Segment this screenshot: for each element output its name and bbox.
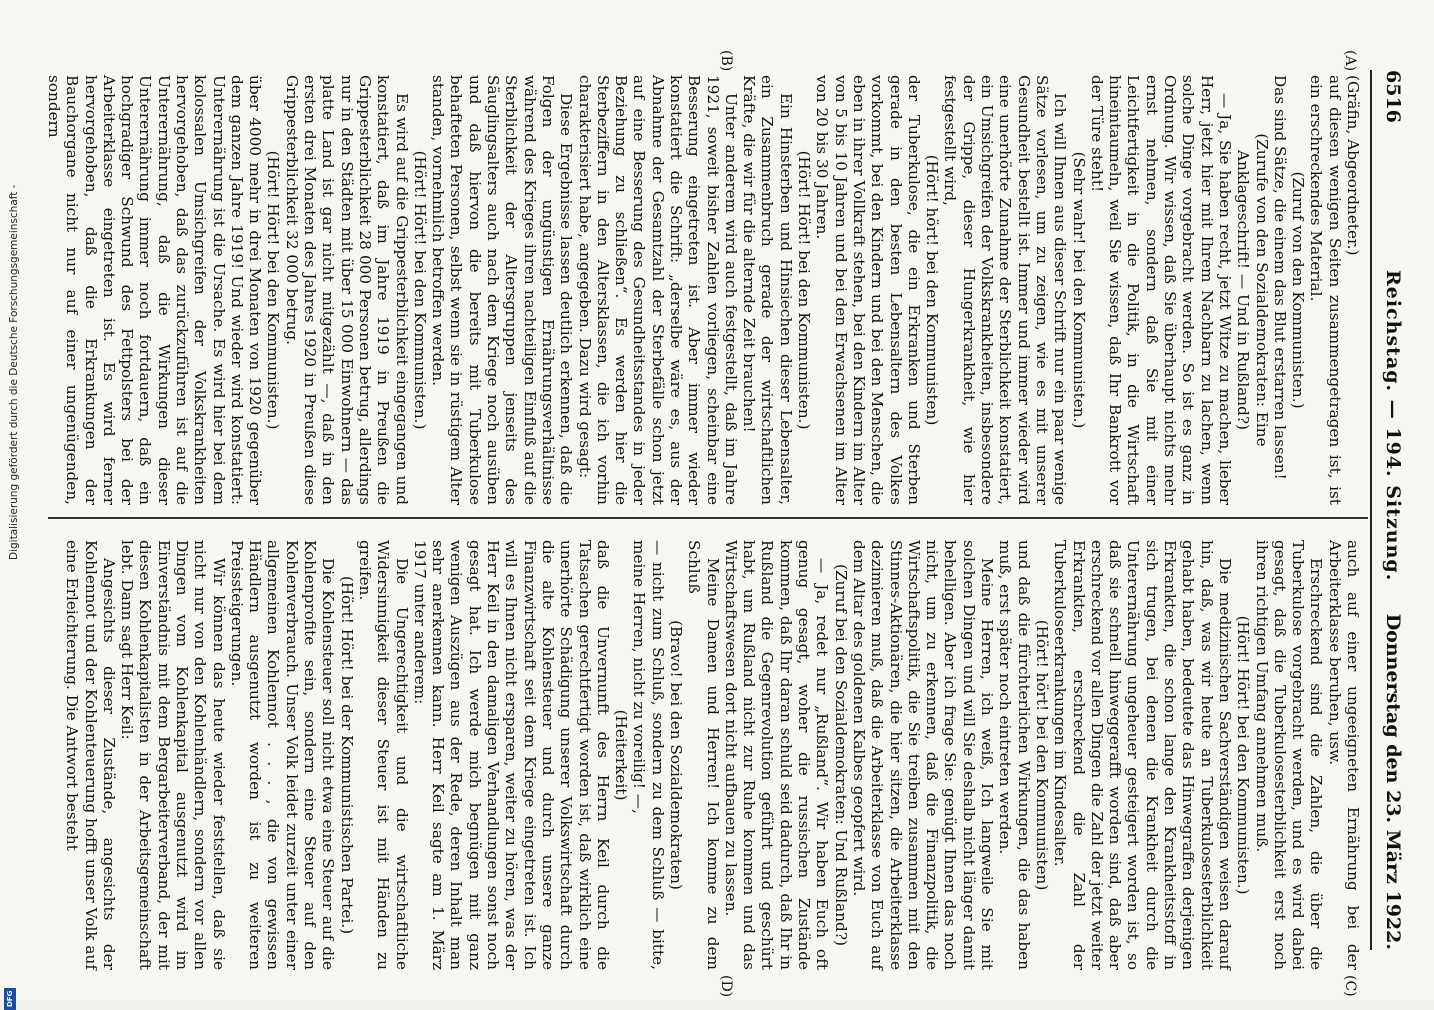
left-column-paragraph: (Gräfin, Abgeordneter.): [1344, 75, 1362, 256]
right-column-paragraph: Die medizinischen Sachverständigen weisen darauf hin, daß, was wir heute an Tuberkulosesterblichkeit gehabt haben, bedeutete das Hinwegraffen derjenigen Erkrankten, die schon lange den Krankheitsstoff in sich trugen, bei denen die Krankheit durch die Unterernährung ungeheuer gesteigert worden ist, so daß sie schnell hinweggerafft worden sind, daß aber erschreckend vor allen Dingen die Zahl der jetzt weiter Erkrankten, erschreckend die Zahl der Tuberkuloseerkrankungen im Kindesalter.: [1051, 540, 1234, 970]
right-column-paragraph: (Bravo! bei den Sozialdemokraten): [667, 620, 686, 890]
right-column-paragraph: daß die Unvernunft des Herrn Keil durch die Tatsachen gerechtfertigt worden ist, daß wirklich eine unerhörte Schädigung unserer Volkswirtschaft durch die alte Kohlensteuer und durch unsere ganze Finanzwirtschaft seit dem Kriege eingetreten ist. Ich will es Ihnen nicht ersparen, weiter zu hören, was der Herr Keil in den damaligen Verhandlungen sonst noch gesagt hat. Ich werde mich begnügen mit ganz wenigen Auszügen aus der Rede, deren Inhalt man sehr anerkennen kann. Herr Keil sagte am 1. März 1917 unter anderem:: [410, 540, 612, 970]
left-column-paragraph: (Hört! Hört! bei den Kommunisten.): [410, 150, 429, 430]
left-column-paragraph: (Hört! hört! bei den Kommunisten): [923, 154, 942, 426]
left-column-paragraph: Diese Ergebnisse lassen deutlich erkennen, daß die Folgen der ungünstigen Ernährungsverhältnisse während des Krieges ihren nachteiligen Einfluß auf die Sterblichkeit der Altersgruppen jenseits des Säuglingsalters auch nach dem Kriege noch ausüben und daß hiervon die bereits mit Tuberkulose behafteten Personen, selbst wenn sie in rüstigem Alter standen, vornehmlich betroffen werden.: [429, 75, 576, 505]
left-column-paragraph: (Sehr wahr! bei den Kommunisten.): [1069, 151, 1088, 429]
right-column-paragraph: — nicht zum Schluß, sondern zu dem Schluß — bitte, meine Herren, nicht zu voreilig! —,: [630, 540, 667, 970]
margin-marker-c: (C): [1342, 975, 1358, 997]
left-column-paragraph: über 4000 mehr in drei Monaten von 1920 gegenüber dem ganzen Jahre 1919! Und wieder wird konstatiert: Unterernährung ist die Ursache. Es wird hier bei dem kolossalen Umsichgreifen der Volkskrankheiten hervorgehoben, daß das zurückzuführen ist auf die Unterernährung, daß die Wirkungen dieser Unterernährung immer noch fortdauern, daß ein hochgradiger Schwund des Fettpolsters bei der Arbeiterklasse eingetreten ist. Es wird ferner hervorgehoben, daß die Erkrankungen der Bauchorgane nicht nur auf einer ungenügenden, sondern: [44, 75, 265, 505]
left-column-paragraph: (Zurufe von den Sozialdemokraten: Eine Anklageschrift! — Und in Rußland?): [1234, 133, 1271, 447]
margin-marker-b: (B): [718, 50, 734, 72]
right-column-paragraph: Erschreckend sind die Zahlen, die über die Tuberkulose vorgebracht werden, und es wird dabei gesagt, daß die Tuberkulosesterblichkeit erst noch ihren richtigen Umfang annehmen muß.: [1252, 540, 1326, 970]
right-text-column: [63, 540, 1362, 970]
right-column-paragraph: (Zuruf bei den Sozialdemokraten: Und Rußland?): [831, 564, 850, 946]
right-column-paragraph: Die Kohlensteuer soll nicht etwa eine Steuer auf die Kohlenprofite sein, sondern eine Steuer auf den Kohlenverbrauch. Unser Volk leidet zurzeit unter einer allgemeinen Kohlennot . . . , die von gewissen Händlern ausgenutzt worden ist zu weiteren Preissteigerungen.: [227, 540, 338, 970]
right-column-paragraph: — Ja, redet nur „Rußland“. Wir haben Euch oft genug gesagt, woher die russischen Zustände kommen, daß Ihr daran schuld seid dadurch, daß Ihr in Rußland die Gegenrevolution geführt und geschürt habt, um Rußland nicht zur Ruhe kommen und das Wirtschaftswesen dort nicht aufbauen zu lassen.: [721, 540, 832, 970]
left-column-paragraph: — Ja, Sie haben recht, jetzt Witze zu machen, lieber Herr, jetzt hier mit Ihrem Nachbarn zu lachen, wenn solche Dinge vorgebracht werden. So ist es ganz in Ordnung. Wir wissen, daß Sie überhaupt nichts mehr ernst nehmen, sondern daß Sie mit einer Leichtfertigkeit in die Politik, in die Wirtschaft hineintaumeln, weil Sie wissen, daß Ihr Bankrott vor der Türe steht!: [1087, 75, 1234, 505]
left-text-column: [45, 75, 1362, 505]
margin-marker-a: (A): [1342, 50, 1358, 72]
session-title: Reichstag. — 194. Sitzung.: [1382, 270, 1404, 582]
right-column-paragraph: und daß die fürchterlichen Wirkungen, die das haben muß, erst später noch eintreten werden.: [996, 540, 1033, 970]
left-column-paragraph: (Hört! Hört! bei den Kommunisten.): [264, 150, 283, 430]
left-column-paragraph: (Hört! Hört! bei den Kommunisten.): [795, 150, 814, 430]
page-header: [1368, 0, 1404, 1000]
right-column-paragraph: Meine Damen und Herren! Ich komme zu dem Schluß: [685, 540, 722, 970]
column-separator: [48, 517, 1368, 519]
right-column-paragraph: Die Ungerechtigkeit und die wirtschaftliche Widersinnigkeit dieser Steuer ist mit Händen zu greifen.: [355, 540, 411, 970]
right-column-paragraph: (Heiterkeit): [612, 709, 631, 801]
right-column-paragraph: Angesichts dieser Zustände, angesichts der Kohlennot und der Kohlenteuerung hofft unser Volk auf eine Erleichterung. Die Antwort besteht: [63, 540, 118, 970]
left-column-paragraph: (Zuruf von den Kommunisten.): [1289, 171, 1308, 409]
right-column-paragraph: (Hört! Hört! bei den Kommunisten.): [1234, 615, 1253, 895]
session-date: Donnerstag den 23. März 1922.: [1382, 613, 1404, 950]
left-column-paragraph: Das sind Sätze, die einem das Blut erstarren lassen!: [1270, 75, 1289, 480]
right-column-paragraph: (Hört! Hört! bei der Kommunistischen Partei.): [337, 575, 356, 935]
right-column-paragraph: (Hört! hört! bei den Kommunisten): [1032, 619, 1051, 891]
right-column-paragraph: Meine Herren, ich weiß, Ich langweile Sie mit solchen Dingen und will Sie deshalb nicht länger damit behelligen. Aber ich frage Sie: genügt Ihnen das noch nicht, um zu erkennen, daß die Finanzpolitik, die Wirtschaftspolitik, die Sie treiben zusammen mit den Stinnes-Aktionären, die hier sitzen, die Arbeiterklasse dezimieren muß, daß die Arbeiterklasse von Euch auf dem Altar des goldenen Kalbes geopfert wird.: [849, 540, 997, 970]
left-column-paragraph: auf diesen wenigen Seiten zusammengetragen ist, ist ein erschreckendes Material.: [1307, 75, 1344, 505]
left-column-paragraph: der Tuberkulose, die ein Erkranken und Sterben gerade in den besten Lebensaltern des Volkes vorkommt, bei den Kindern und bei den Menschen, die eben in ihrer Vollkraft stehen, bei den Kindern im Alter von 5 bis 10 Jahren und bei den Erwachsenen im Alter von 20 bis 30 Jahren.: [813, 75, 923, 505]
right-column-paragraph: Wir können das heute wieder feststellen, daß sie nicht nur von den Kohlenhändlern, sondern vor allen Dingen vom Kohlenkapital ausgenutzt wird im Einverständnis mit dem Bergarbeiterverband, der mit diesen Kohlenkapitalisten in der Arbeitsgemeinschaft lebt. Dann sagt Herr Keil:: [118, 540, 228, 970]
left-column-paragraph: Es wird auf die Grippesterblichkeit eingegangen und konstatiert, daß im Jahre 1919 in Preußen die Grippesterblichkeit 28 000 Personen betrug, allerdings nur in den Städten mit über 15 000 Einwohnern — das platte Land ist gar nicht mitgezählt —, daß in den ersten drei Monaten des Jahres 1920 in Preußen diese Grippesterblichkeit 32 000 betrug.: [282, 75, 411, 505]
left-column-paragraph: Unter anderem wird auch festgestellt, daß im Jahre 1921, soweit bisher Zahlen vorliegen, scheinbar eine Besserung eingetreten ist. Aber immer wieder konstatiert die Schrift: „derselbe wäre es, aus der Abnahme der Gesamtzahl der Sterbefälle schon jetzt auf eine Besserung des Gesundheitsstandes in jeder Beziehung zu schließen“. Es werden hier die Sterbeziffern in den Altersklassen, die ich vorhin charakterisiert habe, angegeben. Dazu wird gesagt:: [575, 75, 740, 505]
digitization-note: Digitalisierung gefördert durch die Deutsche Forschungsgemeinschaft -: [8, 184, 20, 560]
left-column-paragraph: Ich will Ihnen aus dieser Schrift nur ein paar wenige Sätze vorlesen, um zu zeigen, wie es mit unserer Gesundheit bestellt ist. Immer und immer wieder wird eine unerhörte Zunahme der Sterblichkeit konstatiert, ein Umsichgreifen der Volkskrankheiten, insbesondere der Grippe, dieser Hungerkrankheit, wie hier festgestellt wird,: [941, 75, 1070, 505]
header-rule: [1370, 70, 1372, 950]
margin-marker-d: (D): [718, 975, 734, 998]
page-number: 6516: [1382, 70, 1404, 123]
left-column-paragraph: Ein Hinsterben und Hinsiechen dieser Lebensalter, ein Zusammenbruch gerade der wirtschaftlichen Kräfte, die wir für die alternde Zeit brauchen!: [740, 75, 795, 505]
right-column-paragraph: auch auf einer ungeeigneten Ernährung bei der Arbeiterklasse beruhen, usw.: [1325, 540, 1362, 970]
dfg-logo: DFG: [4, 988, 16, 1010]
